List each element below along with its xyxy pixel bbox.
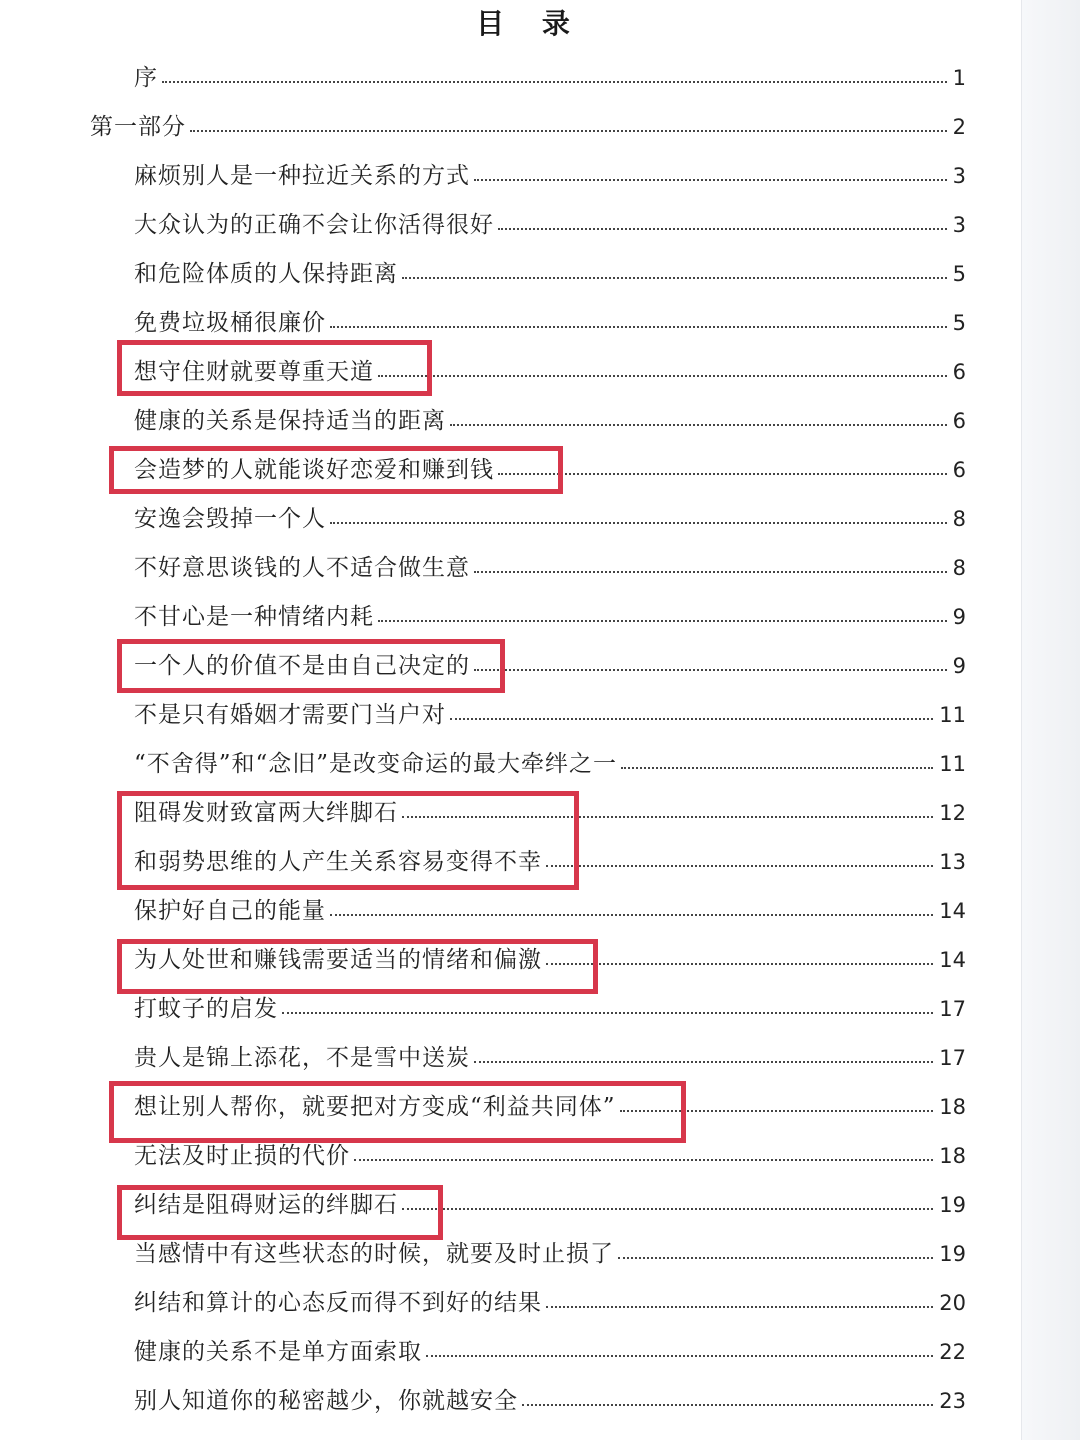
toc-entry-page: 19 — [939, 1193, 966, 1217]
toc-leader-dots — [330, 520, 947, 524]
toc-entry-page: 17 — [939, 1046, 966, 1070]
toc-entry-label: 安逸会毁掉一个人 — [134, 506, 326, 532]
toc-entry-page: 14 — [939, 899, 966, 923]
toc-leader-dots — [450, 422, 947, 426]
toc-entry-label: 当感情中有这些状态的时候，就要及时止损了 — [134, 1241, 614, 1267]
toc-leader-dots — [330, 324, 947, 328]
toc-entry-page: 6 — [952, 409, 966, 433]
toc-entry[interactable] — [134, 250, 966, 299]
toc-entry-label: 健康的关系不是单方面索取 — [134, 1339, 422, 1365]
toc-leader-dots — [330, 912, 933, 916]
toc-entry-page: 9 — [952, 605, 966, 629]
toc-entry-page: 6 — [952, 360, 966, 384]
page-title: 目 录 — [476, 7, 584, 40]
toc-entry-label: 不甘心是一种情绪内耗 — [134, 604, 374, 630]
toc-entry-page: 12 — [939, 801, 966, 825]
toc-entry-label: “不舍得”和“念旧”是改变命运的最大牵绊之一 — [134, 751, 618, 777]
toc-entry-label: 纠结是阻碍财运的绊脚石 — [134, 1192, 398, 1218]
toc-entry[interactable] — [90, 103, 966, 152]
toc-entry[interactable] — [134, 642, 966, 691]
toc-leader-dots — [402, 814, 933, 818]
toc-leader-dots — [498, 471, 947, 475]
toc-entry-page: 8 — [952, 556, 966, 580]
toc-leader-dots — [402, 275, 947, 279]
toc-leader-dots — [402, 1206, 933, 1210]
toc-leader-dots — [620, 1108, 934, 1112]
toc-entry-label: 别人知道你的秘密越少，你就越安全 — [134, 1388, 518, 1414]
toc-entry[interactable] — [134, 1132, 966, 1181]
toc-leader-dots — [546, 1304, 933, 1308]
toc-leader-dots — [474, 667, 947, 671]
toc-entry[interactable] — [134, 1328, 966, 1377]
toc-leader-dots — [426, 1353, 933, 1357]
toc-entry[interactable] — [134, 446, 966, 495]
toc-entry-label: 第一部分 — [90, 114, 186, 140]
toc-entry-label: 纠结和算计的心态反而得不到好的结果 — [134, 1290, 542, 1316]
toc-entry-page: 18 — [939, 1095, 966, 1119]
toc-entry-label: 无法及时止损的代价 — [134, 1143, 350, 1169]
toc-entry-page: 11 — [939, 703, 966, 727]
toc-entry[interactable] — [134, 838, 966, 887]
toc-entry-label: 想让别人帮你，就要把对方变成“利益共同体” — [134, 1094, 616, 1120]
toc-entry-label: 和弱势思维的人产生关系容易变得不幸 — [134, 849, 542, 875]
toc-entry[interactable] — [134, 593, 966, 642]
toc-leader-dots — [618, 1255, 933, 1259]
toc-entry-label: 为人处世和赚钱需要适当的情绪和偏激 — [134, 947, 542, 973]
toc-leader-dots — [162, 79, 947, 83]
toc-leader-dots — [522, 1402, 933, 1406]
toc-leader-dots — [378, 618, 947, 622]
toc-entry-label: 大众认为的正确不会让你活得很好 — [134, 212, 494, 238]
toc-entry-label: 健康的关系是保持适当的距离 — [134, 408, 446, 434]
toc-entry-label: 不是只有婚姻才需要门当户对 — [134, 702, 446, 728]
toc-entry-page: 8 — [952, 507, 966, 531]
toc-entry-page: 13 — [939, 850, 966, 874]
toc-entry-page: 5 — [952, 262, 966, 286]
toc-entry[interactable] — [134, 1083, 966, 1132]
toc-entry[interactable] — [134, 544, 966, 593]
toc-leader-dots — [498, 226, 947, 230]
toc-leader-dots — [450, 716, 933, 720]
toc-entry-page: 3 — [952, 213, 966, 237]
toc-entry-label: 免费垃圾桶很廉价 — [134, 310, 326, 336]
toc-entry-page: 11 — [939, 752, 966, 776]
toc-entry[interactable] — [134, 789, 966, 838]
toc-leader-dots — [378, 373, 947, 377]
toc-entry[interactable] — [134, 985, 966, 1034]
toc-entry-page: 20 — [939, 1291, 966, 1315]
toc-entry[interactable] — [134, 1034, 966, 1083]
toc-entry-label: 麻烦别人是一种拉近关系的方式 — [134, 163, 470, 189]
toc-entry-page: 23 — [939, 1389, 966, 1413]
toc-entry-page: 2 — [952, 115, 966, 139]
toc-entry-page: 18 — [939, 1144, 966, 1168]
toc-entry-label: 想守住财就要尊重天道 — [134, 359, 374, 385]
toc-entry[interactable] — [134, 887, 966, 936]
toc-entry-page: 1 — [952, 66, 966, 90]
toc-entry[interactable] — [134, 201, 966, 250]
toc-entry-page: 3 — [952, 164, 966, 188]
toc-entry[interactable] — [134, 936, 966, 985]
toc-entry[interactable] — [134, 1181, 966, 1230]
toc-entry-label: 和危险体质的人保持距离 — [134, 261, 398, 287]
toc-entry-label: 阻碍发财致富两大绊脚石 — [134, 800, 398, 826]
toc-entry[interactable] — [134, 397, 966, 446]
toc-leader-dots — [621, 765, 933, 769]
toc-entry[interactable] — [134, 1279, 966, 1328]
toc-entry[interactable] — [134, 54, 966, 103]
toc-entry-label: 会造梦的人就能谈好恋爱和赚到钱 — [134, 457, 494, 483]
toc-entry[interactable] — [134, 152, 966, 201]
toc-leader-dots — [546, 961, 933, 965]
page-edge-shadow — [1021, 0, 1080, 1440]
toc-entry-page: 17 — [939, 997, 966, 1021]
toc-leader-dots — [474, 569, 947, 573]
toc-leader-dots — [474, 1059, 933, 1063]
toc-entry-page: 6 — [952, 458, 966, 482]
toc-entry[interactable] — [134, 1377, 966, 1426]
toc-entry[interactable] — [134, 495, 966, 544]
toc-entry-label: 贵人是锦上添花，不是雪中送炭 — [134, 1045, 470, 1071]
toc-entry-label: 一个人的价值不是由自己决定的 — [134, 653, 470, 679]
toc-entry[interactable] — [134, 1230, 966, 1279]
toc-entry[interactable] — [134, 691, 966, 740]
toc-entry-page: 14 — [939, 948, 966, 972]
toc-leader-dots — [190, 128, 947, 132]
toc-entry-page: 22 — [939, 1340, 966, 1364]
toc-entry-label: 打蚊子的启发 — [134, 996, 278, 1022]
toc-entry-page: 19 — [939, 1242, 966, 1266]
toc-entry-label: 序 — [134, 65, 158, 91]
toc-leader-dots — [282, 1010, 933, 1014]
toc-leader-dots — [354, 1157, 933, 1161]
toc-entry[interactable] — [134, 348, 966, 397]
toc-entry-page: 9 — [952, 654, 966, 678]
toc-leader-dots — [546, 863, 933, 867]
toc-entry-label: 不好意思谈钱的人不适合做生意 — [134, 555, 470, 581]
toc-entry-label: 保护好自己的能量 — [134, 898, 326, 924]
toc-entry-page: 5 — [952, 311, 966, 335]
toc-entry[interactable] — [134, 740, 966, 789]
toc-entry[interactable] — [134, 299, 966, 348]
toc-leader-dots — [474, 177, 947, 181]
